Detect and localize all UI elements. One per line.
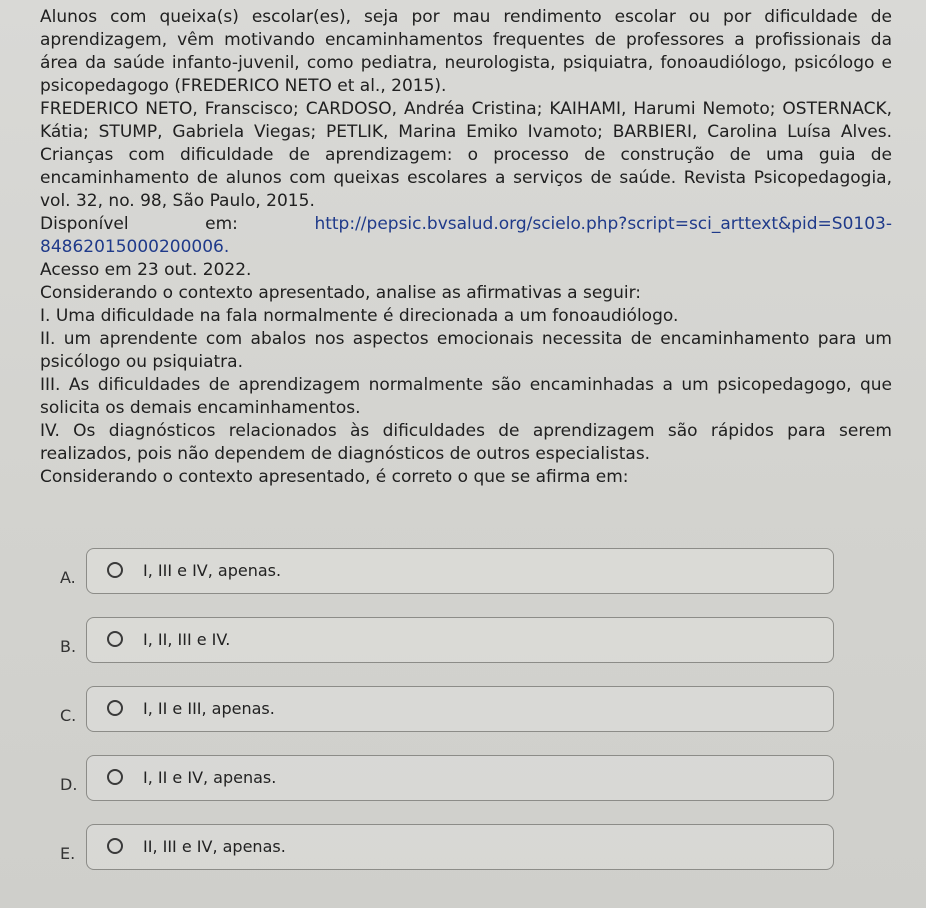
- statement-3: III. As dificuldades de aprendizagem normalmente são encaminhadas a um psicopedagogo, que solicita os demais encaminhamentos.: [40, 375, 892, 418]
- option-e-row: [0, 808, 926, 877]
- answer-options: [0, 532, 926, 877]
- option-d-row: [0, 739, 926, 808]
- radio-icon[interactable]: [107, 631, 123, 647]
- option-label: I, II e III, apenas.: [143, 699, 275, 718]
- radio-icon[interactable]: [107, 838, 123, 854]
- source-link[interactable]: http://pepsic.bvsalud.org/scielo.php?script=sci_arttext&pid=S0103-84862015000200006.: [40, 214, 892, 257]
- option-b-row: [0, 601, 926, 670]
- option-a[interactable]: [86, 548, 834, 594]
- option-c[interactable]: [86, 686, 834, 732]
- option-letter: C.: [60, 706, 77, 725]
- statement-1: I. Uma dificuldade na fala normalmente é direcionada a um fonoaudiólogo.: [40, 306, 679, 326]
- option-e[interactable]: [86, 824, 834, 870]
- available-label: Disponível em:: [40, 214, 315, 234]
- reference-paragraph: FREDERICO NETO, Franscisco; CARDOSO, Andréa Cristina; KAIHAMI, Harumi Nemoto; OSTERNACK, Kátia; STUMP, Gabriela Viegas; PETLIK, Marina Emiko Ivamoto; BARBIERI, Carolina Luísa Alves. Crianças com dificuldade de aprendizagem: o processo de construção de uma guia de encaminhamento de alunos com queixas escolares a serviços de saúde. Revista Psicopedagogia, vol. 32, no. 98, São Paulo, 2015.: [40, 99, 892, 211]
- radio-icon[interactable]: [107, 562, 123, 578]
- option-letter: A.: [60, 568, 76, 587]
- statement-2: II. um aprendente com abalos nos aspectos emocionais necessita de encaminhamento para um psicólogo ou psiquiatra.: [40, 329, 892, 372]
- statements-intro: Considerando o contexto apresentado, analise as afirmativas a seguir:: [40, 283, 642, 303]
- option-b[interactable]: [86, 617, 834, 663]
- context-paragraph: Alunos com queixa(s) escolar(es), seja por mau rendimento escolar ou por dificuldade de aprendizagem, vêm motivando encaminhamentos frequentes de professores a profissionais da área da saúde infanto-juvenil, como pediatra, neurologista, psiquiatra, fonoaudiólogo, psicólogo e psicopedagogo (FREDERICO NETO et al., 2015).: [40, 7, 892, 96]
- option-letter: B.: [60, 637, 77, 656]
- statement-4: IV. Os diagnósticos relacionados às dificuldades de aprendizagem são rápidos para serem realizados, pois não dependem de diagnósticos de outros especialistas.: [40, 421, 892, 464]
- option-c-row: [0, 670, 926, 739]
- option-label: I, II e IV, apenas.: [143, 768, 277, 787]
- question-prompt: Considerando o contexto apresentado, é correto o que se afirma em:: [40, 467, 629, 487]
- access-date: Acesso em 23 out. 2022.: [40, 260, 252, 280]
- option-letter: E.: [60, 844, 76, 863]
- radio-icon[interactable]: [107, 700, 123, 716]
- option-letter: D.: [60, 775, 78, 794]
- radio-icon[interactable]: [107, 769, 123, 785]
- question-passage: [40, 6, 892, 489]
- option-label: II, III e IV, apenas.: [143, 837, 286, 856]
- option-label: I, III e IV, apenas.: [143, 561, 282, 580]
- availability-line: [40, 213, 892, 259]
- option-a-row: [0, 532, 926, 601]
- option-d[interactable]: [86, 755, 834, 801]
- option-label: I, II, III e IV.: [143, 630, 231, 649]
